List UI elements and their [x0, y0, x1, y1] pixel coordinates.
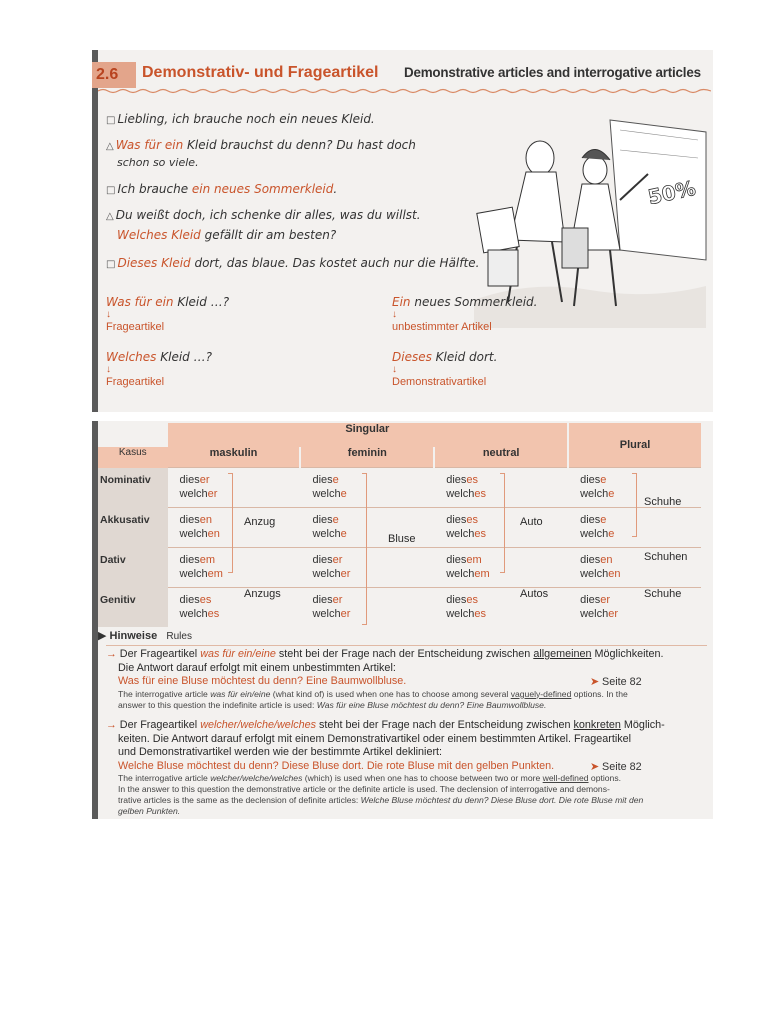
table-cell — [300, 588, 434, 628]
stem: welch — [580, 528, 609, 540]
noun-label: Anzug — [244, 516, 276, 528]
en-keyword: welcher/welche/welches — [210, 773, 303, 783]
en-text: options. — [588, 773, 622, 783]
dialog-text-4: Ich brauche — [117, 182, 192, 196]
case-label: Genitiv — [98, 588, 168, 628]
down-arrow-icon: ↓ — [106, 364, 111, 375]
ending: e — [608, 488, 615, 500]
note-unbestimmt — [392, 295, 537, 333]
arrow-right-icon: → — [106, 719, 117, 731]
stem: welch — [446, 568, 475, 580]
dialog-line — [106, 208, 421, 222]
rule-example: Was für eine Bluse möchtest du denn? Eine Baumwollbluse. — [118, 675, 407, 687]
table-row — [98, 588, 701, 628]
stem: dies — [312, 514, 333, 526]
en-text: (which) is used when one has to choose between two or more — [302, 773, 543, 783]
singular-header: Singular — [168, 423, 569, 447]
dialog-text-5: Du weißt doch, ich schenke dir alles, was du willst. — [115, 208, 421, 222]
rules-label: Rules — [166, 631, 192, 642]
ending: es — [207, 608, 220, 620]
ending: er — [340, 568, 351, 580]
section-title-en: Demonstrative articles and interrogative articles — [404, 65, 701, 80]
en-text: options. In the — [571, 688, 628, 699]
stem: welch — [580, 568, 609, 580]
rule-text: Die Antwort darauf erfolgt mit einem unbestimmten Artikel: — [118, 661, 396, 674]
ending: em — [207, 568, 223, 580]
kasus-header: Kasus — [98, 447, 168, 468]
declension-table — [98, 423, 701, 627]
bracket — [228, 473, 233, 573]
rule-translation — [106, 689, 706, 711]
plural-header: Plural — [568, 423, 701, 468]
stem: dies — [312, 474, 333, 486]
rule-text: Der Frageartikel — [119, 648, 201, 660]
table-cell — [300, 468, 434, 508]
note-label: unbestimmter Artikel — [392, 321, 492, 333]
dialog-text-1: Liebling, ich brauche noch ein neues Kleid. — [117, 112, 375, 126]
en-text: answer to this question the indefinite article is used: — [118, 699, 317, 710]
ending: e — [600, 474, 607, 486]
stem: welch — [179, 528, 208, 540]
arrow-icon: ➤ — [590, 761, 600, 773]
sale-sign: 50% — [645, 175, 698, 210]
stem: welch — [179, 568, 208, 580]
ending: en — [608, 568, 621, 580]
note-frageartikel-2 — [106, 350, 212, 388]
ending: e — [332, 474, 339, 486]
stem: dies — [312, 554, 333, 566]
square-icon: □ — [106, 115, 116, 126]
noun-label: Auto — [520, 516, 543, 528]
en-text: The interrogative article — [118, 688, 211, 699]
dialog-line — [117, 228, 336, 242]
rule-keyword: welcher/welche/welches — [200, 719, 317, 731]
ending: er — [207, 488, 218, 500]
ending: er — [332, 594, 343, 606]
rule-text: keiten. Die Antwort darauf erfolgt mit einem Demonstrativartikel oder einem bestimmten Artikel. Frageartikel — [118, 732, 632, 745]
ending: e — [332, 514, 339, 526]
en-keyword: was für ein/eine — [210, 688, 271, 699]
ending: er — [340, 608, 351, 620]
ending: es — [474, 608, 486, 620]
arrow-icon: ➤ — [590, 676, 600, 688]
triangle-icon: △ — [106, 211, 114, 222]
stem: dies — [446, 514, 467, 526]
note-label: Frageartikel — [106, 321, 165, 333]
note-frageartikel-1 — [106, 295, 229, 333]
arrow-right-icon: → — [106, 648, 117, 660]
dialog-line: schon so viele. — [117, 156, 199, 169]
bracket — [632, 473, 637, 537]
note-demonstrativ — [392, 350, 497, 388]
noun-label: Schuhe — [644, 496, 682, 508]
stem: dies — [446, 554, 467, 566]
stem: welch — [312, 488, 341, 500]
stem: welch — [312, 568, 341, 580]
en-example: Welche Bluse möchtest du denn? Diese Bluse dort. Die rote Bluse mit den — [360, 795, 644, 805]
dialog-text-7: dort, das blaue. Das kostet auch nur die Hälfte. — [190, 256, 480, 270]
triangle-icon: △ — [106, 141, 114, 152]
ending: e — [340, 488, 347, 500]
stem: dies — [580, 474, 601, 486]
ending: e — [600, 514, 607, 526]
play-icon: ▶ — [98, 630, 107, 642]
section-header — [92, 58, 713, 88]
feminin-header: feminin — [300, 447, 434, 468]
bracket — [500, 473, 505, 573]
ending: en — [207, 528, 220, 540]
rule-underlined: allgemeinen — [533, 648, 592, 660]
note-highlight: Ein — [392, 295, 411, 309]
page-reference-label: Seite 82 — [602, 761, 642, 773]
rule-text: Möglich- — [620, 719, 665, 731]
section-title-de: Demonstrativ- und Frageartikel — [142, 64, 379, 81]
wave-divider — [98, 88, 711, 94]
dialog-panel — [92, 50, 713, 412]
ending: em — [466, 554, 482, 566]
note-highlight: Dieses — [392, 350, 432, 364]
hinweise-label: Hinweise — [109, 630, 158, 642]
neutral-header: neutral — [434, 447, 568, 468]
case-label: Nominativ — [98, 468, 168, 508]
stem: welch — [312, 608, 341, 620]
noun-label: Schuhe — [644, 588, 682, 600]
maskulin-header: maskulin — [168, 447, 301, 468]
dialog-highlight: Dieses Kleid — [117, 256, 191, 270]
ending: es — [474, 528, 486, 540]
square-icon: □ — [106, 259, 116, 270]
rule-text: steht bei der Frage nach der Entscheidung zwischen — [275, 648, 534, 660]
note-highlight: Was für ein — [106, 295, 174, 309]
noun-label: Schuhen — [644, 551, 688, 563]
note-highlight: Welches — [106, 350, 157, 364]
stem: welch — [580, 488, 609, 500]
table-row — [98, 548, 701, 588]
stem: dies — [179, 594, 200, 606]
stem: welch — [446, 608, 475, 620]
page-edge — [92, 50, 98, 412]
ending: er — [600, 594, 611, 606]
rule-text: Der Frageartikel — [119, 719, 201, 731]
ending: es — [199, 594, 212, 606]
table-cell — [168, 468, 301, 508]
ending: es — [466, 514, 479, 526]
hinweise-heading — [98, 629, 192, 642]
dialog-text-6: gefällt dir am besten? — [200, 228, 337, 242]
stem: dies — [179, 554, 200, 566]
stem: welch — [446, 488, 475, 500]
rule-text: steht bei der Frage nach der Entscheidung zwischen — [316, 719, 574, 731]
stem: dies — [446, 474, 467, 486]
ending: e — [340, 528, 347, 540]
table-cell — [168, 548, 301, 588]
bracket — [362, 473, 367, 625]
ending: er — [199, 474, 210, 486]
en-underlined: vaguely-defined — [510, 688, 572, 699]
down-arrow-icon: ↓ — [392, 364, 397, 375]
rule-divider — [106, 645, 707, 646]
rule-translation — [106, 773, 706, 817]
rule-keyword: was für ein/eine — [200, 648, 276, 660]
stem: dies — [580, 514, 601, 526]
ending: e — [608, 528, 615, 540]
ending: er — [608, 608, 619, 620]
ending: es — [466, 594, 479, 606]
noun-label: Anzugs — [244, 588, 281, 600]
ending: es — [466, 474, 479, 486]
stem: dies — [312, 594, 333, 606]
dialog-highlight: ein neues Sommerkleid — [191, 182, 334, 196]
en-text: trative articles is the same as the declension of definite articles: — [118, 795, 361, 805]
rule-underlined: konkreten — [573, 719, 621, 731]
noun-label: Autos — [520, 588, 549, 600]
en-underlined: well-defined — [542, 773, 589, 783]
en-example: gelben Punkten. — [118, 806, 181, 816]
stem: dies — [446, 594, 467, 606]
ending: em — [474, 568, 490, 580]
stem: welch — [580, 608, 609, 620]
section-number: 2.6 — [92, 62, 136, 88]
table-row — [98, 468, 701, 508]
down-arrow-icon: ↓ — [106, 309, 111, 320]
note-label: Demonstrativartikel — [392, 376, 487, 388]
stem: welch — [446, 528, 475, 540]
dialog-line — [106, 138, 416, 152]
rule-example: Welche Bluse möchtest du denn? Diese Bluse dort. Die rote Bluse mit den gelben Punkten. — [118, 759, 555, 772]
rule-text: Möglichkeiten. — [591, 648, 664, 660]
stem: welch — [179, 488, 208, 500]
note-label: Frageartikel — [106, 376, 165, 388]
en-text: (what kind of) is used when one has to choose among several — [270, 688, 511, 699]
rule-text: und Demonstrativartikel werden wie der bestimmte Artikel dekliniert: — [118, 746, 443, 758]
dialog-highlight: Was für ein — [115, 138, 184, 152]
note-text: Kleid …? — [156, 350, 212, 364]
note-text: Kleid dort. — [431, 350, 498, 364]
ending: es — [474, 488, 486, 500]
case-label: Dativ — [98, 548, 168, 588]
down-arrow-icon: ↓ — [392, 309, 397, 320]
ending: en — [600, 554, 613, 566]
table-cell — [168, 508, 301, 548]
ending: er — [332, 554, 343, 566]
page-reference-label: Seite 82 — [602, 676, 642, 688]
stem: dies — [580, 594, 601, 606]
page-reference[interactable] — [590, 675, 642, 688]
ending: en — [199, 514, 212, 526]
note-text: neues Sommerkleid. — [410, 295, 538, 309]
en-text: In the answer to this question the demonstrative article or the definite article is used. The declension of interrogative and demons- — [118, 784, 610, 794]
grammar-panel — [92, 421, 713, 819]
en-text: The interrogative article — [118, 773, 211, 783]
en-example: Was für eine Bluse möchtest du denn? Eine Baumwollbluse. — [316, 699, 547, 710]
ending: em — [199, 554, 216, 566]
square-icon: □ — [106, 185, 116, 196]
dialog-line — [106, 256, 479, 270]
noun-label: Bluse — [388, 533, 416, 545]
dialog-line — [106, 182, 337, 196]
dialog-line — [106, 112, 375, 126]
table-cell — [300, 548, 434, 588]
case-label: Akkusativ — [98, 508, 168, 548]
note-text: Kleid …? — [173, 295, 230, 309]
dialog-text-2: Kleid brauchst du denn? Du hast doch — [183, 138, 416, 152]
stem: welch — [312, 528, 341, 540]
page-reference[interactable] — [590, 760, 642, 773]
dialog-highlight: Welches Kleid — [117, 228, 201, 242]
stem: dies — [580, 554, 601, 566]
stem: dies — [179, 514, 200, 526]
dialog-text-4-end: . — [333, 182, 338, 196]
stem: dies — [179, 474, 200, 486]
stem: welch — [179, 608, 208, 620]
